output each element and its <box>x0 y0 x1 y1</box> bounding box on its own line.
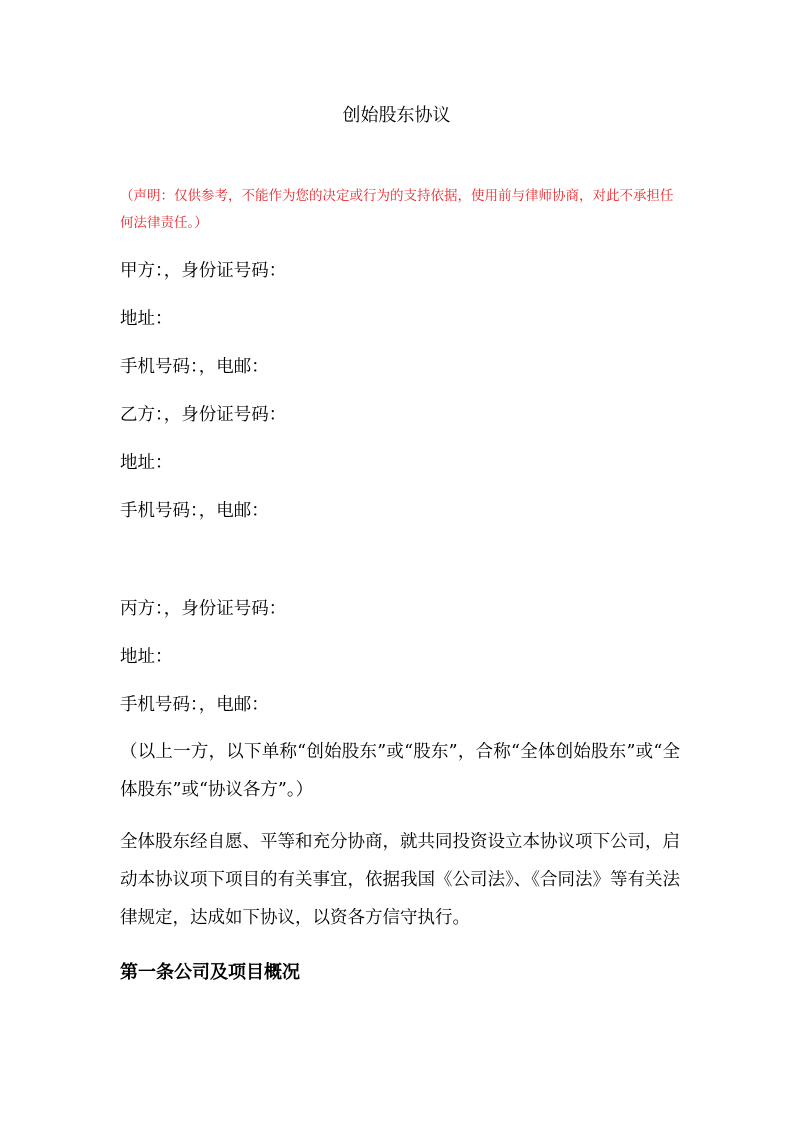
party-c-address: 地址： <box>120 647 173 667</box>
party-a-contact: 手机号码：，电邮： <box>120 357 269 377</box>
party-a-name-id: 甲方：，身份证号码： <box>120 261 287 281</box>
party-b-name-id: 乙方：，身份证号码： <box>120 405 287 425</box>
document-title: 创始股东协议 <box>342 105 451 126</box>
section-1-heading: 第一条公司及项目概况 <box>120 962 300 983</box>
party-c-name-id: 丙方：，身份证号码： <box>120 599 287 619</box>
party-b-address: 地址： <box>120 453 173 473</box>
preamble-paragraph: 全体股东经自愿、平等和充分协商，就共同投资设立本协议项下公司，启动本协议项下项目的有关事宜，依据我国《公司法》、《合同法》等有关法律规定，达成如下协议，以资各方信守执行。 <box>120 832 680 928</box>
parties-definition-note: （以上一方，以下单称“创始股东”或“股东”，合称“全体创始股东”或“全体股东”或“协议各方”。） <box>120 742 680 800</box>
disclaimer-notice: （声明：仅供参考，不能作为您的决定或行为的支持依据，使用前与律师协商，对此不承担任何法律责任。） <box>120 188 674 231</box>
party-c-contact: 手机号码：，电邮： <box>120 695 269 715</box>
party-b-contact: 手机号码：，电邮： <box>120 501 269 521</box>
party-a-address: 地址： <box>120 309 173 329</box>
